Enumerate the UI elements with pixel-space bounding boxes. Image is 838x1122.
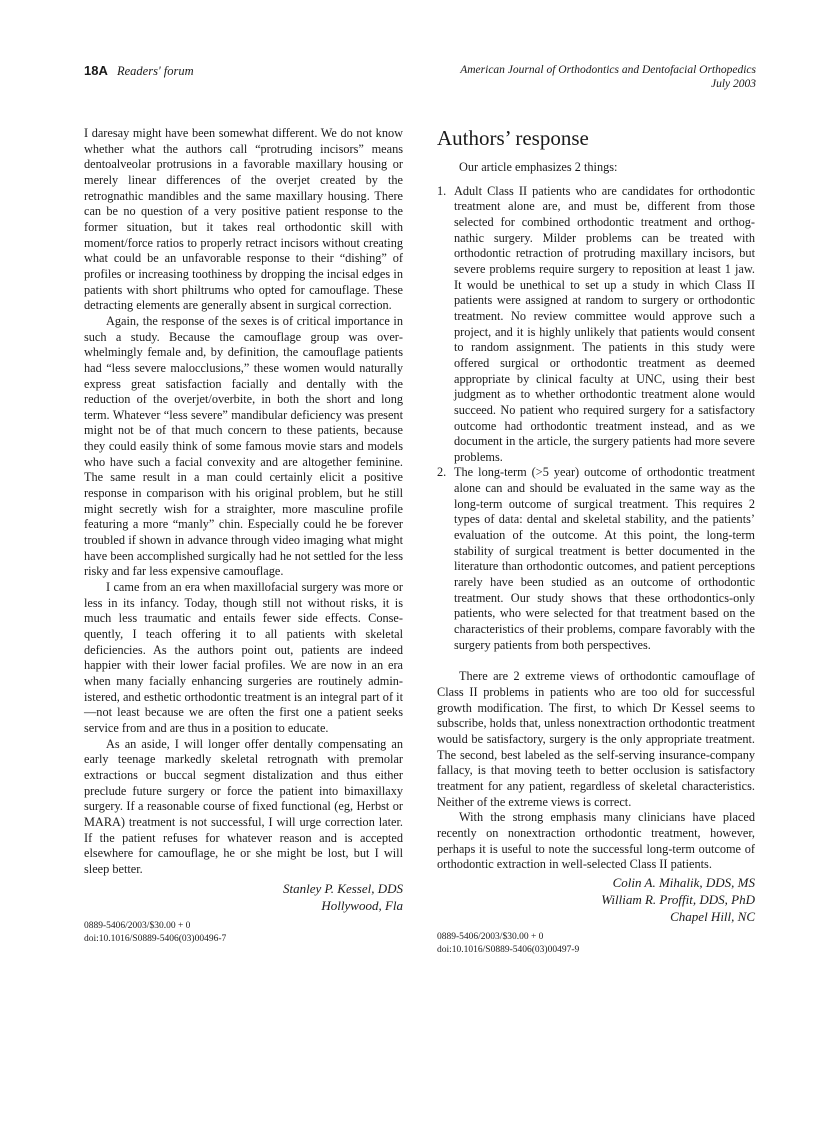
letter-signature-name: Stanley P. Kessel, DDS <box>283 880 403 896</box>
list-number: 1. <box>437 183 447 198</box>
author-signature: Colin A. Mihalik, DDS, MS <box>612 874 755 890</box>
running-head-right <box>460 63 756 91</box>
letter-price-code: 0889-5406/2003/$30.00 + 0 <box>84 920 191 931</box>
response-doi: doi:10.1016/S0889-5406(03)00497-9 <box>437 944 580 955</box>
response-list <box>437 184 755 654</box>
list-number: 2. <box>437 465 447 480</box>
letter-doi: doi:10.1016/S0889-5406(03)00496-7 <box>84 933 227 944</box>
list-text: Adult Class II patients who are candidates for orthodontic treatment alone are, and must be, different from those selected for combined orthodontic treatment and orthognathic surgery. Milder problems can be treated with orthodontic retraction of protruding maxillary incisors, but severe problems require surgery to reposition at least 1 jaw. It would be unethical to set up a study in which Class II patients were assigned at random to surgery or orthodontic treatment. No review committee would approve such a project, and it is highly unlikely that patients would consent to random assignment. The patients in this study were offered surgical or orthodontic treatment as deemed appropriate by clinical faculty at UNC, using their best judgment as to whether orthodontic treatment alone would succeed. No patient who required surgery for a satisfactory outcome had orthodontic treatment instead, and as we document in the article, the surgery patients had more severe problems. <box>454 183 755 464</box>
section-title: Readers' forum <box>116 64 194 78</box>
letter-paragraph: As an aside, I will longer offer dentally compensating an early teenage markedly skeletal retrognath with premolar extractions or buccal segment distalization and thus either preclude future surgery or force the patient into bimaxillaxy surgery. If a reasonable course of fixed functional (eg, Herbst or MARA) treatment is not successful, I will urge correction later. If the patient refuses for whatever reason and is accepted elsewhere for camouflage, he or she might be lost, but I will sleep better. <box>84 736 403 876</box>
list-text: The long-term (>5 year) outcome of orthodontic treatment alone can and should be evaluated in the same way as the long-term outcome of surgical treatment. This requires 2 types of data: dental and skeletal stability, and the patients’ evaluation of the outcome. At this point, the long-term stability of surgical treatment is better documented in the literature than orthodontic outcomes, and patient perceptions rarely have been studied as an outcome of orthodontic treatment. Our study shows that these orthodontics-only patients, who were selected for that treatment based on the characteristics of their problems, compare favorably with the surgery patients from both perspectives. <box>454 465 755 652</box>
response-footer <box>437 931 755 957</box>
response-list-item <box>437 465 755 653</box>
spacer <box>437 661 755 669</box>
running-head <box>84 63 756 93</box>
response-intro: Our article emphasizes 2 things: <box>459 160 618 174</box>
response-paragraph: With the strong emphasis many clinicians have placed recently on nonextraction orthodontic treatment, however, perhaps it is useful to note the successful long-term outcome of orthodontic extraction in well-selected Class II patients. <box>437 810 755 872</box>
response-paragraph: There are 2 extreme views of orthodontic camouflage of Class II problems in patients who are too old for successful growth modification. The first, to which Dr Kessel seems to subscribe, holds that, unless nonextraction orthodontic treatment would be satisfactory, surgery is the only appropriate treatment. The second, best labeled as the self-serving insurance-company fallacy, is that moving teeth to better occlusion is satisfactory treatment for any patient, regardless of skeletal characteristics. Neither of the extreme views is correct. <box>437 669 755 809</box>
response-list-item <box>437 184 755 466</box>
author-location: Chapel Hill, NC <box>670 908 755 924</box>
letter-paragraph: Again, the response of the sexes is of critical importance in such a study. Because the camouflage group was overwhelmingly female and, by definition, the camouflage patients had “less severe malocclusions,” these women would naturally express great satisfaction facially and dentally with the reduction of the overjet/overbite, in both the short and long term. Whatever “less severe” mandibular deficiency was present might not be of that much concern to these patients, because they could easily think of some famous movie stars and models who have such a facial convexity and are altogether feminine. The same result in a man could certainly elicit a positive response in comparison with his original problem, but he still might secretly wish for a straighter, more masculine profile featuring a more “manly” chin. Especially could he be forever troubled if shown in advance through video imaging what might have been accomplished surgically had he not settled for the less risky and far less expensive camouflage. <box>84 313 403 579</box>
letter-paragraph: I came from an era when maxillofacial surgery was more or less in its infancy. Today, though still not without risks, it is much less traumatic and entails fewer side effects. Consequently, I teach offering it to all patients with skeletal deficiencies. As the authors point out, patients are indeed happier with their lower facial profiles. We are now in an era when many facially enhancing surgeries are routinely administered, and esthetic orthodontic treatment is an integral part of it—not least because we are often the first one a patient seeks service from and are thus in a position to educate. <box>84 580 403 735</box>
response-price-code: 0889-5406/2003/$30.00 + 0 <box>437 931 544 942</box>
running-head-left <box>84 63 194 79</box>
letter-column <box>84 126 403 946</box>
journal-title: American Journal of Orthodontics and Dentofacial Orthopedics <box>460 64 756 76</box>
response-heading: Authors’ response <box>437 126 589 150</box>
author-signature: William R. Proffit, DDS, PhD <box>601 891 755 907</box>
response-column <box>437 126 755 957</box>
page-number: 18A <box>84 63 108 78</box>
letter-footer <box>84 920 403 946</box>
issue-date: July 2003 <box>710 78 756 90</box>
letter-paragraph: I daresay might have been somewhat different. We do not know whether what the authors call “protruding incisors” means dentoalveolar protrusions in a favorable maxillary housing or merely linear differences of the overjet created by the retrognathic mandibles and the same maxillary housing. There can be no question of a very positive patient response to the former situation, but it takes real orthodontic skill with moment/force ratios to properly retract incisors without creating what could be an unfavorable response to their “dishing” of profiles or increasing toothiness by dropping the incisal edges in patients with short philtrums who opted for camouflage. These detracting elements are generally absent in surgical correction. <box>84 126 403 313</box>
letter-signature-location: Hollywood, Fla <box>321 897 403 913</box>
